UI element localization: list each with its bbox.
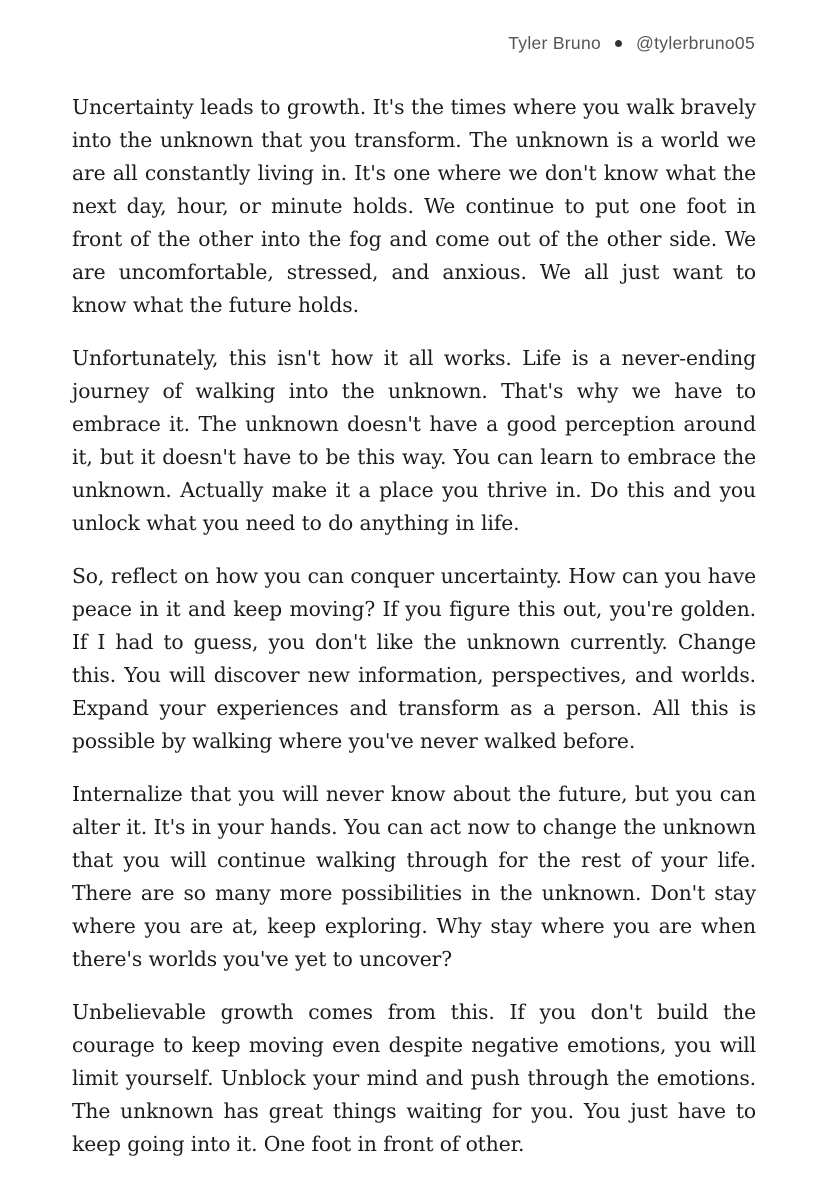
paragraph-3: So, reflect on how you can conquer uncertainty. How can you have peace in it and keep moving? If you figure this out, you're golden. If I had to guess, you don't like the unknown currently. Change this. You will discover new information, perspectives, and worlds. Expand your experiences and transform as a person. All this is possible by walking where you've never walked before. [72, 564, 756, 753]
author-name: Tyler Bruno [508, 33, 602, 53]
author-handle: @tylerbruno05 [636, 33, 755, 53]
byline [508, 33, 755, 54]
bullet-separator-icon [615, 40, 622, 47]
paragraph-4: Internalize that you will never know about the future, but you can alter it. It's in your hands. You can act now to change the unknown that you will continue walking through for the rest of your life. There are so many more possibilities in the unknown. Don't stay where you are at, keep exploring. Why stay where you are when there's worlds you've yet to uncover? [72, 782, 756, 971]
paragraph-1: Uncertainty leads to growth. It's the times where you walk bravely into the unknown that you transform. The unknown is a world we are all constantly living in. It's one where we don't know what the next day, hour, or minute holds. We continue to put one foot in front of the other into the fog and come out of the other side. We are uncomfortable, stressed, and anxious. We all just want to know what the future holds. [72, 95, 756, 317]
article-body [72, 91, 756, 1181]
paragraph-5: Unbelievable growth comes from this. If you don't build the courage to keep moving even despite negative emotions, you will limit yourself. Unblock your mind and push through the emotions. The unknown has great things waiting for you. You just have to keep going into it. One foot in front of other. [72, 1000, 756, 1156]
paragraph-2: Unfortunately, this isn't how it all works. Life is a never-ending journey of walking into the unknown. That's why we have to embrace it. The unknown doesn't have a good perception around it, but it doesn't have to be this way. You can learn to embrace the unknown. Actually make it a place you thrive in. Do this and you unlock what you need to do anything in life. [72, 346, 756, 535]
